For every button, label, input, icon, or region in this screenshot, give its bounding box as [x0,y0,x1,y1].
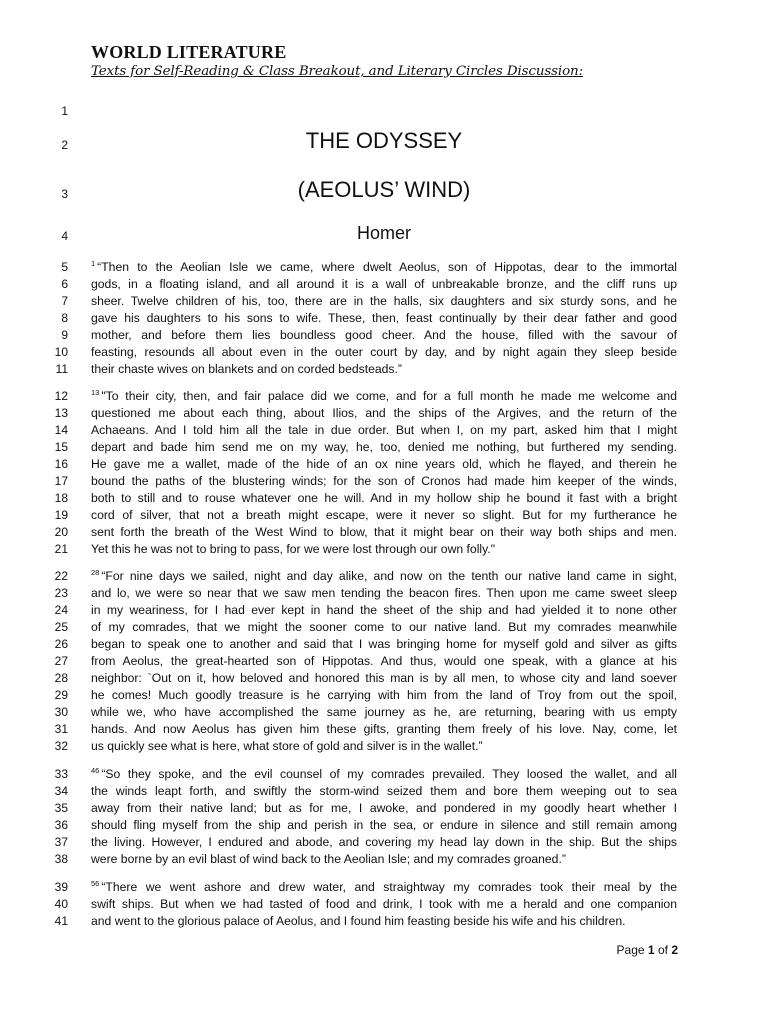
text-line [91,653,677,670]
paragraph-marker: 13 [91,388,100,397]
text-line [91,817,677,834]
line-number: 35 [54,801,68,815]
paragraph [91,568,677,755]
line-text: began to speak one to another and said that I was bringing home for myself gold and silver as gifts [91,637,677,651]
text-line [91,439,677,456]
line-text: he comes! Much goodly treasure is he carrying with him from the land of Troy from out the spoil, [91,688,677,702]
line-text: the living. However, I endured and abode, and covering my head lay down in the ship. But the ships [91,835,677,849]
line-text: He gave me a wallet, made of the hide of an ox nine years old, which he flayed, and therein he [91,457,677,471]
text-line [91,293,677,310]
line-number: 37 [54,835,68,849]
text-line [91,687,677,704]
line-number: 8 [61,311,68,325]
line-text: “So they spoke, and the evil counsel of my comrades prevailed. They loosed the wallet, and all [101,767,677,781]
text-line [91,388,677,405]
line-number: 12 [54,389,68,403]
line-number: 14 [54,423,68,437]
line-number: 3 [61,187,68,201]
text-line [91,507,677,524]
line-number: 34 [54,784,68,798]
line-number: 23 [54,586,68,600]
text-line [91,800,677,817]
line-number: 9 [61,328,68,342]
line-text: were borne by an evil blast of wind back to the Aeolian Isle; and my comrades groaned.” [91,852,566,866]
text-line [91,405,677,422]
text-line [91,913,677,930]
line-text: and went to the glorious palace of Aeolus, and I found him feasting beside his wife and his children. [91,914,626,928]
author-name: Homer [356,223,411,243]
line-number: 25 [54,620,68,634]
line-number: 24 [54,603,68,617]
line-number: 31 [54,722,68,736]
line-text: away from their native land; but as for me, I awoke, and pondered in my goodly heart whether I [91,801,677,815]
line-number: 29 [54,688,68,702]
text-line [91,783,677,800]
line-number: 15 [54,440,68,454]
work-subtitle: (AEOLUS’ WIND) [297,177,471,202]
text-line [91,327,677,344]
line-text: mother, and before them lies boundless good cheer. And the house, filled with the savour of [91,328,677,342]
line-number: 13 [54,406,68,420]
text-line [91,422,677,439]
total-pages: 2 [671,943,678,957]
line-text: the winds leapt forth, and swiftly the storm-wind seized them and bore them weeping out to sea [91,784,677,798]
line-text: bound the paths of the blustering winds; for the son of Cronos had made him keeper of the winds, [91,474,677,488]
paragraph [91,766,677,868]
text-line [91,276,677,293]
line-number: 41 [54,914,68,928]
line-number: 21 [54,542,68,556]
line-text: Achaeans. And I told him all the tale in due order. But when I, on my part, asked him that I might [91,423,677,437]
text-line [91,670,677,687]
of-label: of [657,943,668,957]
text-line [91,361,677,378]
line-text: gave his daughters to his sons to wife. These, then, feast continually by their dear father and good [91,311,677,325]
paragraph-marker: 56 [91,879,100,888]
line-text: neighbor: `Out on it, how beloved and honored this man is by all men, to whose city and land soever [91,671,677,685]
line-text: “For nine days we sailed, night and day alike, and now on the tenth our native land came in sight, [101,569,677,583]
page-footer [617,943,678,957]
text-line [91,524,677,541]
line-text: should fling myself from the ship and perish in the sea, or endure in silence and still remain among [91,818,677,832]
line-text: in my weariness, for I had ever kept in hand the sheet of the ship and had yielded it to none other [91,603,677,617]
line-text: Yet this he was not to bring to pass, for we were lost through our own folly." [91,542,496,556]
line-number: 26 [54,637,68,651]
text-line [91,568,677,585]
text-line [91,310,677,327]
text-line [91,619,677,636]
line-number: 7 [61,294,68,308]
text-line [91,344,677,361]
line-number: 4 [61,229,68,243]
line-number: 1 [61,104,68,118]
line-text: while we, who have accomplished the same journey as he, are returning, bearing with us empty [91,705,677,719]
line-number: 32 [54,739,68,753]
text-line [91,766,677,783]
line-text: feasting, resounds all about even in the outer court by day, and by night again they sleep beside [91,345,677,359]
text-line [91,585,677,602]
page-label: Page [616,943,645,957]
line-number: 6 [61,277,68,291]
course-subtitle: Texts for Self-Reading & Class Breakout, and Literary Circles Discussion: [91,64,583,79]
line-text: both to still and to rouse whatever one he will. And in my hollow ship he bound it fast with a bright [91,491,677,505]
text-line [91,473,677,490]
line-text: "To their city, then, and fair palace did we come, and for a full month he made me welcome and [101,389,677,403]
line-text: and lo, we were so near that we saw men tending the beacon fires. Then upon me came sweet sleep [91,586,677,600]
line-text: of my comrades, that we might the sooner come to our native land. But my comrades meanwhile [91,620,677,634]
line-text: swift ships. But when we had tasted of food and drink, I took with me a herald and one companion [91,897,677,911]
text-line [91,738,677,755]
line-number: 18 [54,491,68,505]
text-line [91,259,677,276]
text-line [91,834,677,851]
line-number: 16 [54,457,68,471]
text-line [91,721,677,738]
text-line [91,851,677,868]
course-title: WORLD LITERATURE [91,42,287,62]
line-text: from Aeolus, the great-hearted son of Hippotas. And thus, would one speak, with a glance at his [91,654,677,668]
page-number: 1 [647,943,655,957]
line-number: 11 [55,362,68,376]
line-text: hands. And now Aeolus has given him these gifts, granting them freely of his love. Nay, come, let [91,722,677,736]
paragraph-marker: 46 [91,766,100,775]
line-number: 20 [54,525,68,539]
line-text: us quickly see what is here, what store of gold and silver is in the wallet.” [91,739,483,753]
work-title: THE ODYSSEY [305,128,463,153]
line-text: gods, in a floating island, and all around it is a wall of unbreakable bronze, and the cliff runs up [91,277,677,291]
line-text: their chaste wives on blankets and on corded bedsteads.” [91,362,402,376]
paragraph [91,259,677,378]
line-text: sent forth the breath of the West Wind to blow, that it might bear on their way both ships and men. [91,525,677,539]
text-line [91,490,677,507]
line-text: sheer. Twelve children of his, too, there are in the halls, six daughters and six sturdy sons, and he [91,294,677,308]
line-number: 40 [54,897,68,911]
line-text: depart and bade him send me on my way, he, too, denied me nothing, but furthered my sending. [91,440,677,454]
text-line [91,602,677,619]
text-line [91,541,677,558]
text-line [91,704,677,721]
text-line [91,879,677,896]
line-number: 2 [61,138,68,152]
line-number: 30 [54,705,68,719]
line-text: cord of silver, that not a breath might escape, were it never so slight. But for my furtherance he [91,508,677,522]
line-number: 38 [54,852,68,866]
line-number: 36 [54,818,68,832]
paragraph [91,388,677,558]
line-number: 10 [54,345,68,359]
line-number: 27 [54,654,68,668]
line-number: 28 [54,671,68,685]
line-number: 22 [54,569,68,583]
text-line [91,456,677,473]
text-line [91,896,677,913]
paragraph [91,879,677,930]
line-number: 5 [61,260,68,274]
paragraph-marker: 28 [91,568,100,577]
text-line [91,636,677,653]
line-number: 33 [54,767,68,781]
paragraph-marker: 1 [91,259,96,268]
line-number: 17 [54,474,68,488]
line-text: questioned me about each thing, about Ilios, and the ships of the Argives, and the return of the [91,406,677,420]
line-text: “There we went ashore and drew water, and straightway my comrades took their meal by the [101,880,677,894]
line-text: “Then to the Aeolian Isle we came, where dwelt Aeolus, son of Hippotas, dear to the immortal [97,260,677,274]
line-number: 19 [54,508,68,522]
line-number: 39 [54,880,68,894]
